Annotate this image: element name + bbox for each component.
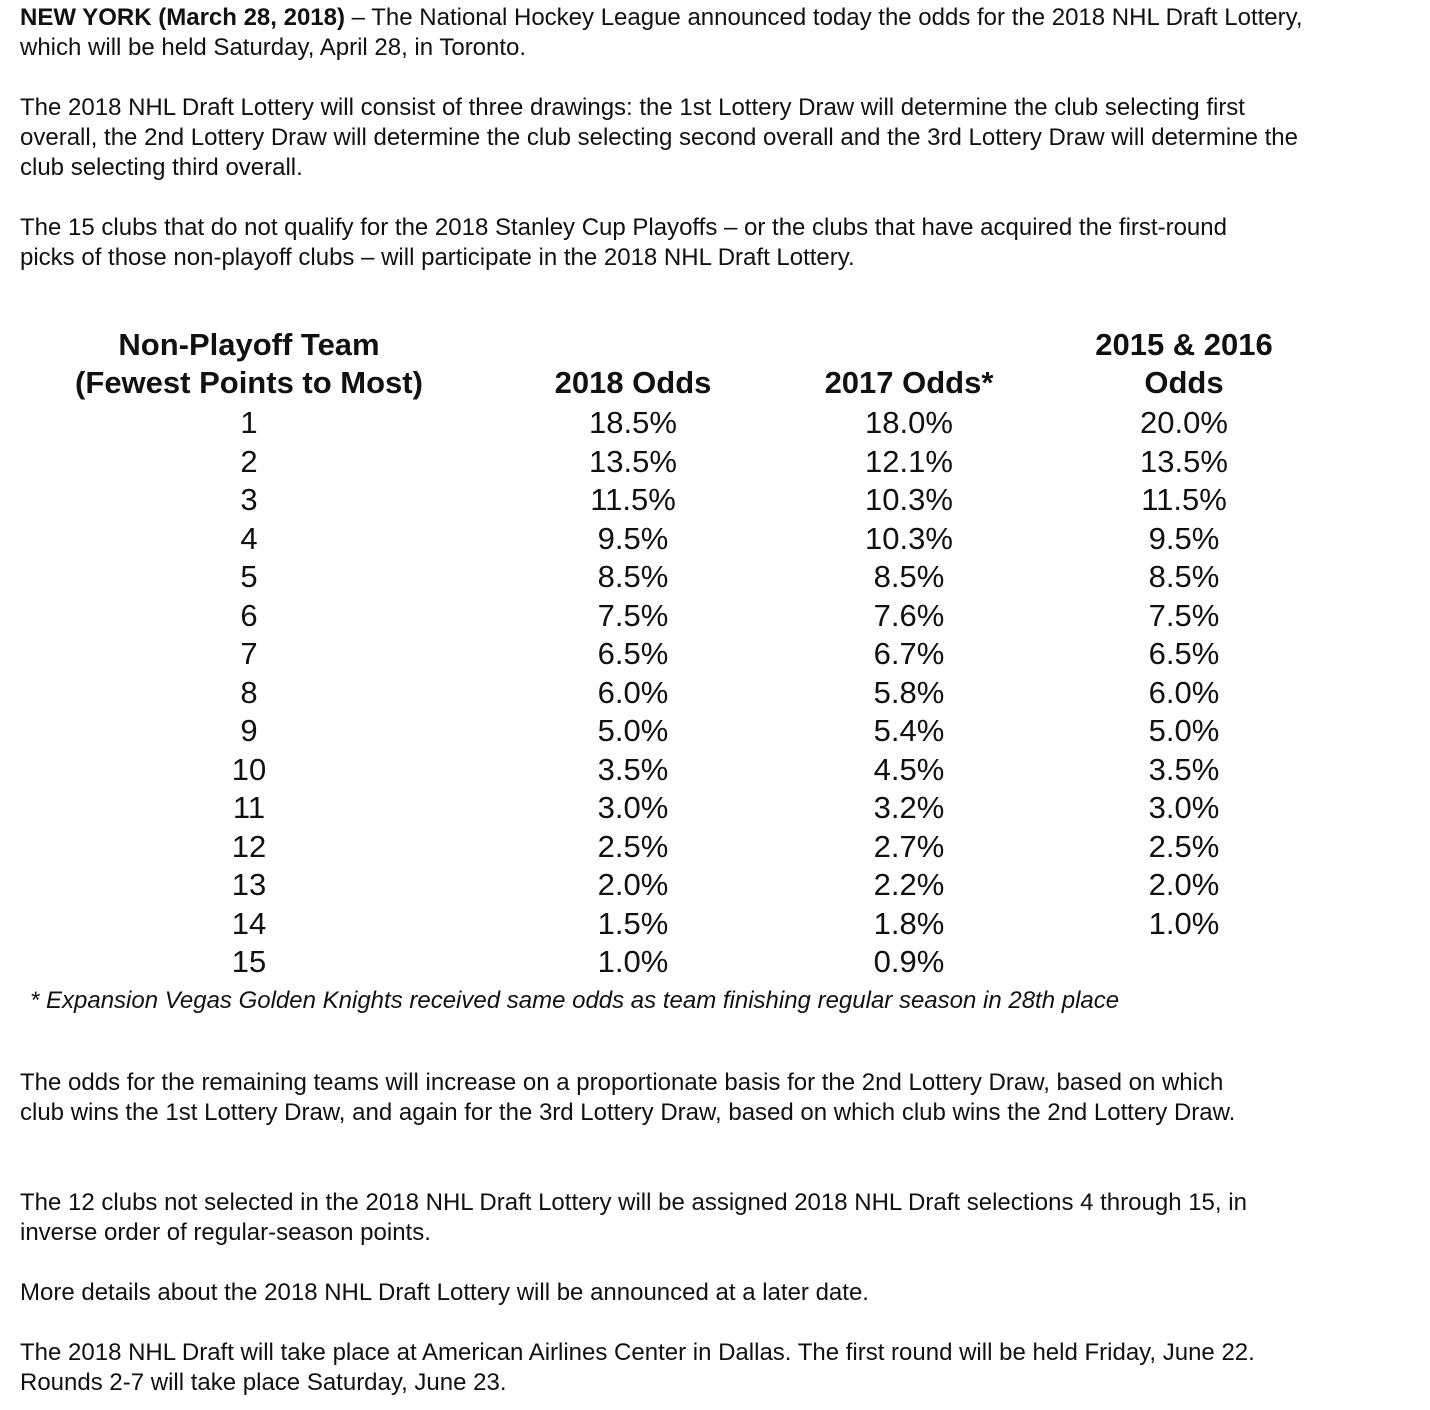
draw-description-paragraph: The 2018 NHL Draft Lottery will consist of three drawings: the 1st Lottery Draw will determine the club selecting first overall, the 2nd Lottery Draw will determine the club selecting second overall and the 3rd Lottery Draw will determine the club selecting third overall. (20, 94, 1298, 181)
rank-cell: 11 (232, 790, 266, 825)
rank-cell: 4 (240, 520, 258, 556)
header-2018-odds: 2018 Odds (554, 365, 712, 400)
odds-2015-2016-cell: 3.5% (1148, 751, 1220, 787)
rank-cell: 8 (240, 674, 258, 710)
table-footnote: * Expansion Vegas Golden Knights received same odds as team finishing regular season in 28th place (30, 987, 1120, 1014)
proportionate-odds-paragraph: The odds for the remaining teams will increase on a proportionate basis for the 2nd Lottery Draw, based on which club wins the 1st Lottery Draw, and again for the 3rd Lottery Draw, based on which club wins the 2nd Lottery Draw. (20, 1069, 1236, 1126)
odds-2015-2016-cell: 2.0% (1148, 867, 1220, 902)
odds-2018-cell: 2.0% (597, 867, 669, 902)
rank-cell: 1 (240, 405, 258, 440)
odds-2017-cell: 5.4% (873, 713, 945, 748)
odds-2015-2016-cell: 1.0% (1148, 905, 1220, 941)
odds-2017-cell: 8.5% (873, 559, 945, 594)
odds-2015-2016-cell: 6.5% (1148, 636, 1220, 671)
remaining-selections-paragraph: The 12 clubs not selected in the 2018 NHL Draft Lottery will be assigned 2018 NHL Draft selections 4 through 15, in inverse order of regular-season points. (20, 1189, 1247, 1246)
odds-2018-cell: 6.5% (597, 636, 669, 671)
odds-2018-cell: 18.5% (589, 405, 677, 440)
odds-2018-cell: 5.0% (597, 713, 669, 748)
dateline: NEW YORK (March 28, 2018) (20, 4, 345, 31)
odds-2018-cell: 1.5% (597, 905, 669, 941)
odds-2015-2016-cell: 7.5% (1148, 597, 1220, 633)
odds-2018-cell: 1.0% (597, 944, 669, 979)
header-2015-odds-line2: Odds (1144, 365, 1224, 400)
odds-2018-cell: 13.5% (589, 443, 677, 479)
more-details-paragraph: More details about the 2018 NHL Draft Lottery will be announced at a later date. (20, 1279, 869, 1306)
odds-2015-2016-cell: 20.0% (1140, 405, 1228, 440)
odds-2017-cell: 2.2% (873, 867, 945, 902)
rank-cell: 10 (231, 751, 267, 787)
odds-2018-cell: 3.0% (597, 790, 669, 825)
odds-2017-cell: 7.6% (873, 597, 945, 633)
odds-2015-2016-cell: 5.0% (1148, 713, 1220, 748)
intro-paragraph (20, 3, 1320, 63)
rank-cell: 12 (231, 828, 267, 864)
odds-2017-cell: 1.8% (873, 905, 945, 941)
odds-2018-cell: 3.5% (597, 751, 669, 787)
rank-cell: 7 (240, 636, 258, 671)
odds-2015-2016-cell: 2.5% (1148, 828, 1220, 864)
odds-2018-cell: 9.5% (597, 520, 669, 556)
header-team-line1: Non-Playoff Team (118, 327, 380, 362)
odds-2017-cell: 2.7% (873, 828, 945, 864)
odds-2015-2016-cell: 3.0% (1148, 790, 1220, 825)
header-2015-odds-line1: 2015 & 2016 (1095, 327, 1273, 362)
odds-2015-2016-cell: 6.0% (1148, 674, 1220, 710)
odds-2017-cell: 18.0% (865, 405, 953, 440)
odds-2015-2016-cell: 9.5% (1148, 520, 1220, 556)
rank-cell: 15 (231, 944, 267, 979)
rank-cell: 2 (240, 443, 258, 479)
rank-cell: 6 (240, 597, 258, 633)
odds-2017-cell: 10.3% (865, 482, 953, 517)
odds-2017-cell: 3.2% (873, 790, 945, 825)
odds-2018-cell: 6.0% (597, 674, 669, 710)
odds-2017-cell: 4.5% (873, 751, 945, 787)
rank-cell: 14 (231, 905, 267, 941)
odds-2015-2016-cell: 11.5% (1141, 482, 1227, 517)
odds-2018-cell: 11.5% (590, 482, 676, 517)
odds-2018-cell: 2.5% (597, 828, 669, 864)
odds-2017-cell: 0.9% (873, 944, 945, 979)
intro-text: – The National Hockey League announced today the odds for the 2018 NHL Draft Lottery, which will be held Saturday, April 28, in Toronto. (20, 4, 1303, 61)
participants-paragraph: The 15 clubs that do not qualify for the 2018 Stanley Cup Playoffs – or the clubs that have acquired the first-round picks of those non-playoff clubs – will participate in the 2018 NHL Draft Lottery. (20, 214, 1227, 271)
header-2017-odds: 2017 Odds* (824, 365, 994, 400)
odds-2017-cell: 5.8% (873, 674, 945, 710)
odds-2017-cell: 10.3% (865, 520, 953, 556)
rank-cell: 5 (240, 559, 258, 594)
odds-2017-cell: 6.7% (873, 636, 945, 671)
odds-2017-cell: 12.1% (865, 443, 953, 479)
odds-2015-2016-cell: 13.5% (1140, 443, 1228, 479)
odds-2018-cell: 7.5% (597, 597, 669, 633)
header-team-line2: (Fewest Points to Most) (75, 365, 423, 400)
rank-cell: 13 (231, 867, 267, 902)
rank-cell: 3 (240, 482, 258, 517)
draft-location-paragraph: The 2018 NHL Draft will take place at American Airlines Center in Dallas. The first round will be held Friday, June 22. Rounds 2-7 will take place Saturday, June 23. (20, 1339, 1255, 1396)
odds-2018-cell: 8.5% (597, 559, 669, 594)
rank-cell: 9 (240, 713, 258, 748)
odds-2015-2016-cell: 8.5% (1148, 559, 1220, 594)
